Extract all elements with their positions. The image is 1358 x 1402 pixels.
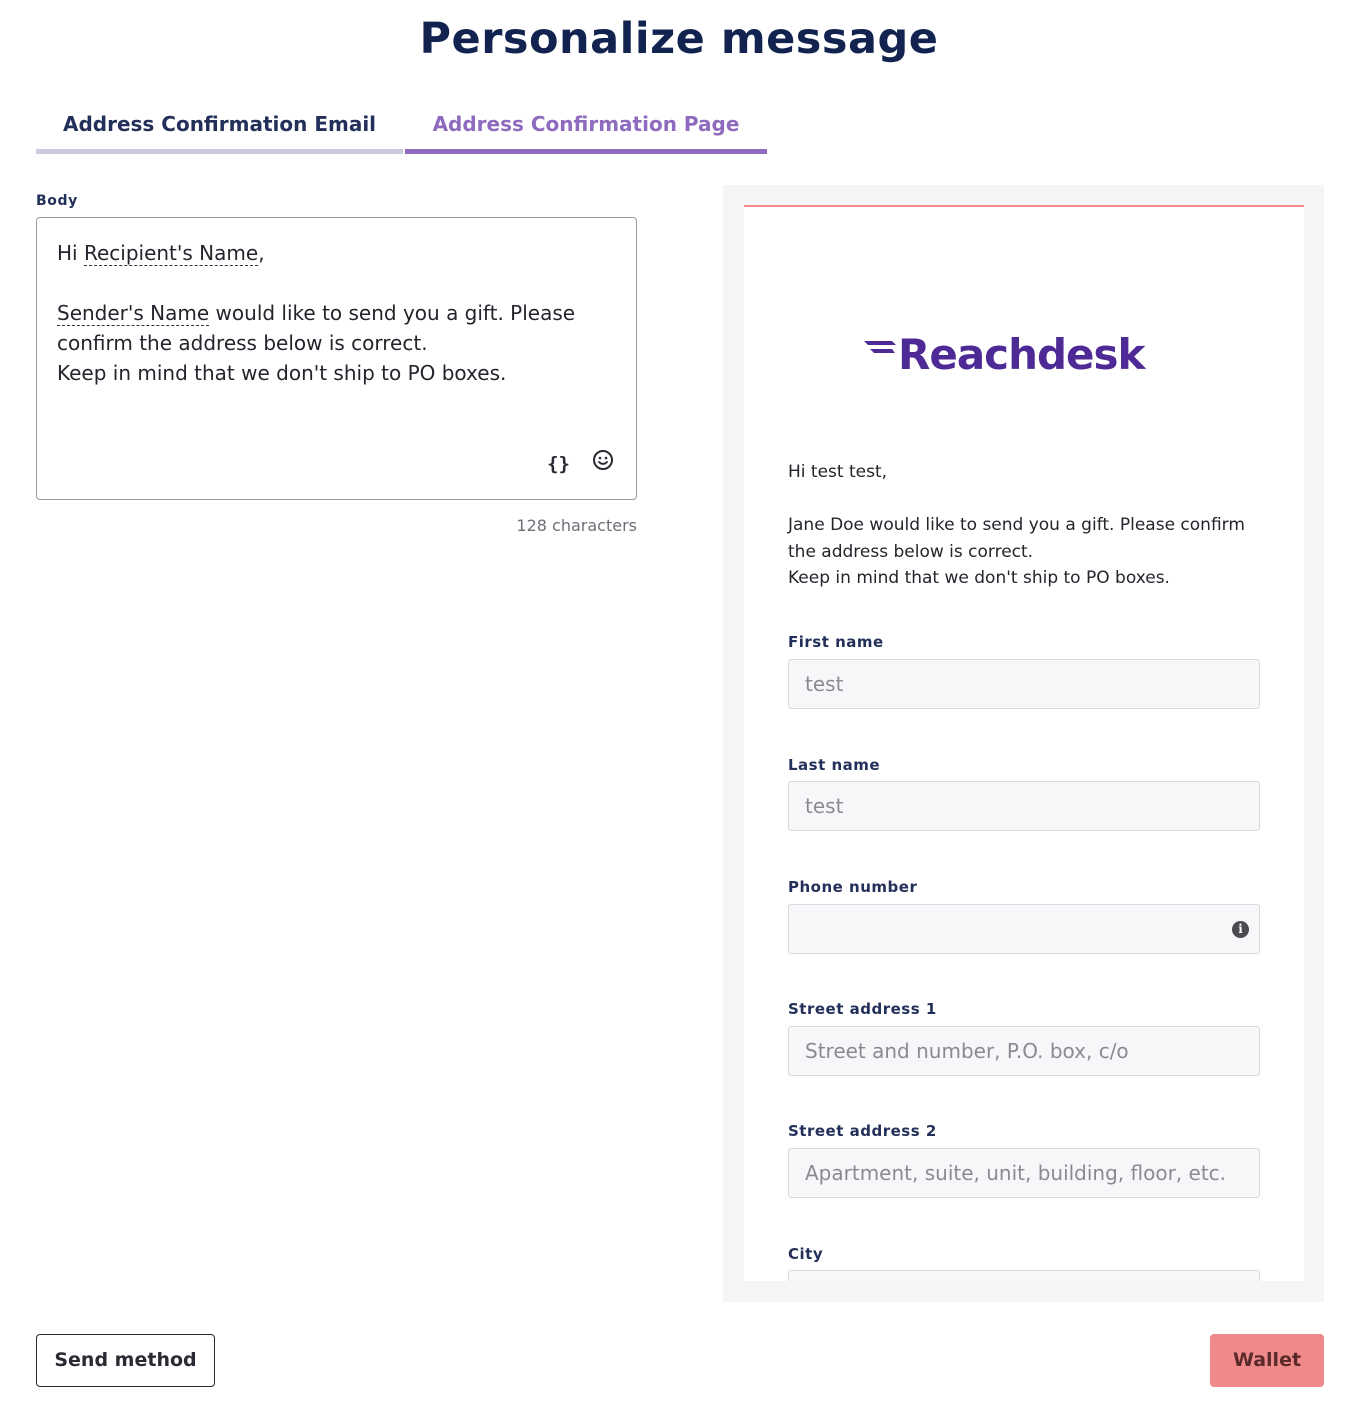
preview-blank-line [788,486,1268,513]
editor-line-4: Keep in mind that we don't ship to PO boxes. [57,361,507,385]
preview-line-3: Keep in mind that we don't ship to PO boxes. [788,568,1170,588]
tab-address-confirmation-page[interactable]: Address Confirmation Page [405,108,767,154]
phone-number-label: Phone number [788,878,918,896]
editor-line-2 [57,298,616,328]
first-name-field[interactable]: test [788,659,1260,709]
send-method-button[interactable]: Send method [36,1334,215,1387]
editor-line-1 [57,238,616,268]
recipient-name-variable[interactable]: Recipient's Name [83,241,259,265]
tab-address-confirmation-email[interactable]: Address Confirmation Email [36,108,403,154]
street-address-2-label: Street address 2 [788,1122,937,1140]
preview-card [744,205,1304,1281]
body-label: Body [36,193,78,209]
street-address-1-field[interactable]: Street and number, P.O. box, c/o [788,1026,1260,1076]
sender-name-variable[interactable]: Sender's Name [57,301,210,325]
editor-greeting-end: , [258,241,265,265]
wallet-button[interactable]: Wallet [1210,1334,1324,1387]
tab-bar [36,108,767,154]
editor-toolbar [547,449,614,479]
body-editor[interactable] [36,217,637,500]
editor-line-3: confirm the address below is correct. [57,331,428,355]
editor-blank-line [57,268,616,298]
first-name-label: First name [788,633,884,651]
preview-panel [723,185,1324,1302]
logo-wing-icon [862,329,902,375]
character-count: 128 characters [516,516,637,535]
phone-number-field[interactable] [788,904,1260,954]
braces-icon[interactable]: {} [547,453,570,475]
last-name-field[interactable]: test [788,781,1260,831]
preview-line-2: the address below is correct. [788,541,1034,562]
editor-greeting: Hi [57,241,78,265]
info-icon[interactable]: i [1232,921,1249,938]
street-address-2-field[interactable]: Apartment, suite, unit, building, floor, etc. [788,1148,1260,1198]
preview-message [788,459,1268,592]
editor-line-2-rest: would like to send you a gift. Please [209,301,576,325]
preview-line-1: Jane Doe would like to send you a gift. Please confirm [788,515,1245,535]
street-address-1-label: Street address 1 [788,1000,937,1018]
logo-text: Reachdesk [898,330,1145,379]
emoji-icon[interactable] [592,449,614,479]
reachdesk-logo [876,330,1176,379]
city-label: City [788,1245,824,1263]
page-title: Personalize message [419,14,939,64]
city-field[interactable] [788,1270,1260,1281]
preview-greeting: Hi test test, [788,462,888,482]
last-name-label: Last name [788,756,881,774]
